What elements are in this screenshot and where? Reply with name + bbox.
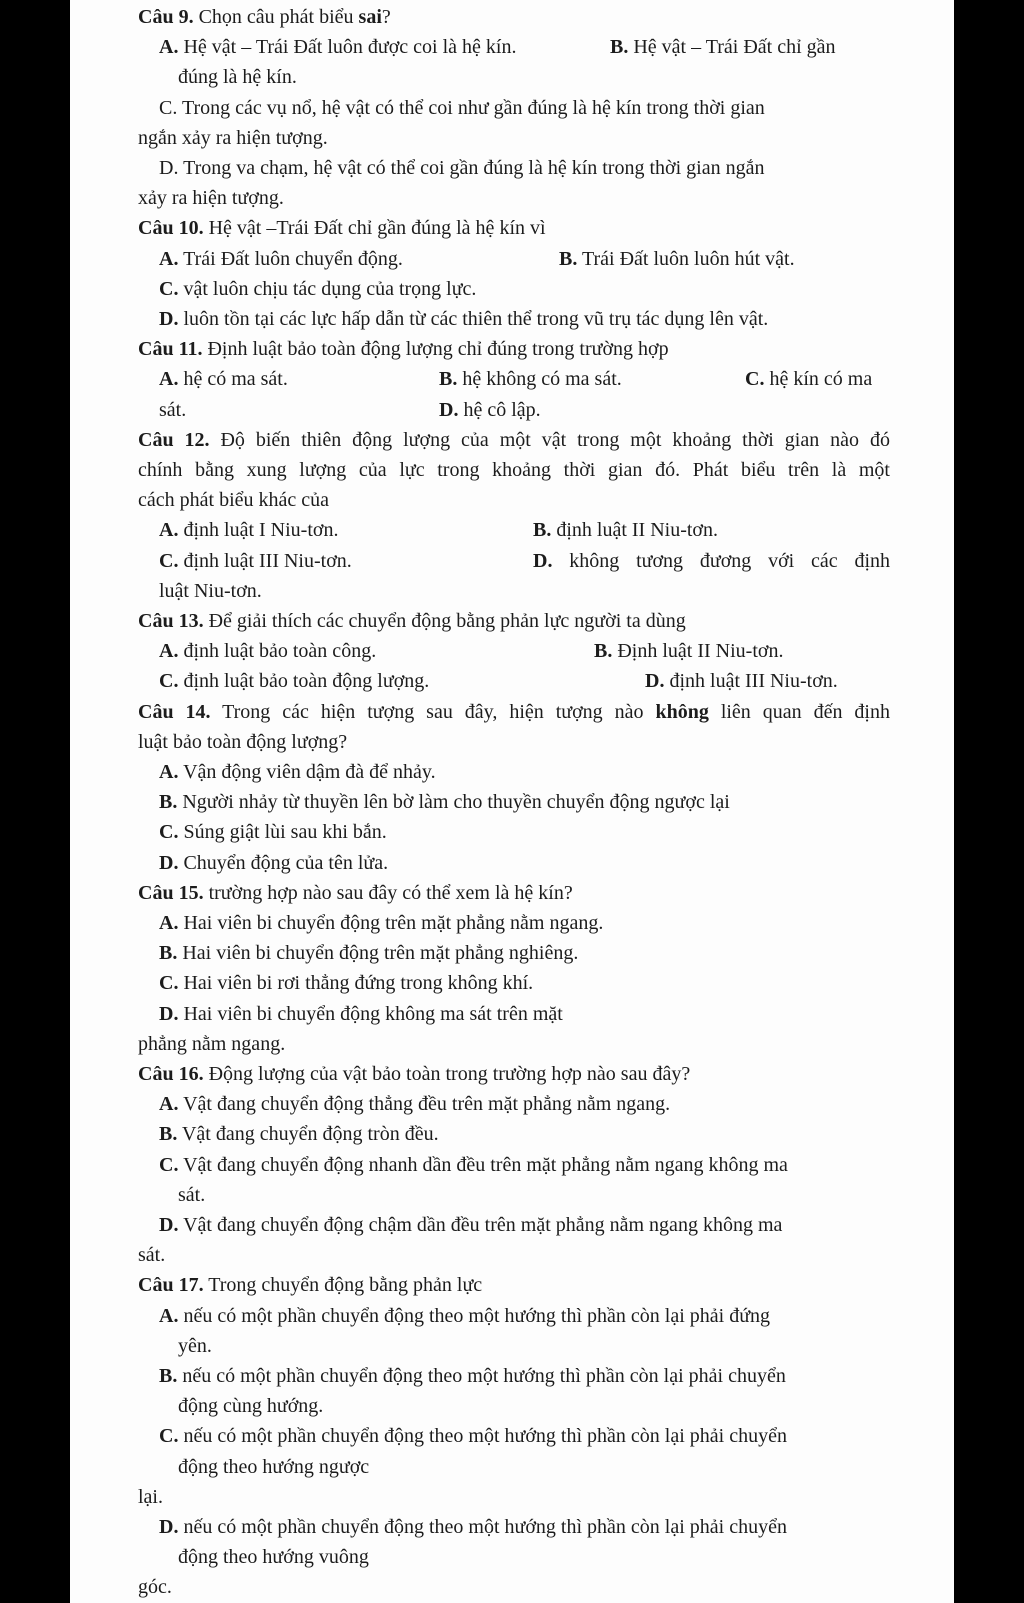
q9-option-a [159, 32, 516, 62]
option-label: C. [159, 670, 179, 692]
option-label: C. [159, 550, 179, 572]
option-label: D. [159, 1516, 179, 1538]
q15-option-d [159, 999, 563, 1029]
option-label: A. [159, 248, 179, 270]
q10-option-c [159, 274, 476, 304]
option-label: C. [745, 368, 765, 390]
option-text: định luật III Niu-tơn. [183, 550, 352, 572]
q16-option-b [159, 1119, 439, 1149]
question-11-stem [138, 334, 669, 364]
q10-option-b [559, 244, 795, 274]
option-text: định luật I Niu-tơn. [183, 519, 339, 541]
option-label: B. [159, 942, 178, 964]
option-label: B. [594, 640, 613, 662]
q17-option-d-cont: góc. [138, 1576, 172, 1598]
q13-option-a [159, 636, 376, 666]
q13-option-b [594, 636, 783, 666]
question-12-stem-cont: cách phát biểu khác của [138, 489, 330, 511]
option-label: B. [439, 368, 458, 390]
q16-option-a [159, 1089, 670, 1119]
q13-option-d [645, 666, 838, 696]
option-text: Trong va chạm, hệ vật có thể coi gần đúng là hệ kín trong thời gian ngắn [183, 157, 765, 179]
option-label: D. [159, 1003, 179, 1025]
question-12-stem-cont: chính bằng xung lượng của lực trong khoảng thời gian đó. Phát biểu trên là một [138, 459, 890, 481]
option-text: hệ cô lập. [463, 399, 541, 421]
question-14-stem [138, 697, 890, 727]
question-label: Câu 11. [138, 338, 203, 360]
q12-option-a [159, 515, 338, 545]
option-text: Hai viên bi rơi thẳng đứng trong không khí. [183, 972, 534, 994]
question-label: Câu 16. [138, 1063, 204, 1085]
option-text: Hệ vật – Trái Đất luôn được coi là hệ kín. [183, 36, 517, 58]
option-text: Trái Đất luôn luôn hút vật. [581, 248, 795, 270]
option-text: hệ không có ma sát. [462, 368, 622, 390]
option-label: D. [159, 852, 179, 874]
option-text: Vật đang chuyển động nhanh dần đều trên mặt phẳng nằm ngang không ma [183, 1154, 788, 1176]
q12-option-b [533, 515, 718, 545]
option-text: Vật đang chuyển động chậm dần đều trên mặt phẳng nằm ngang không ma [183, 1214, 783, 1236]
question-text: Chọn câu phát biểu [193, 6, 359, 28]
question-16-stem [138, 1059, 690, 1089]
q9-option-b-cont: đúng là hệ kín. [178, 66, 297, 88]
option-label: D. [533, 550, 553, 572]
q12-option-d-cont: luật Niu-tơn. [159, 580, 262, 602]
option-label: B. [610, 36, 629, 58]
option-text: Trong các vụ nổ, hệ vật có thể coi như gần đúng là hệ kín trong thời gian [181, 97, 765, 119]
q15-option-a [159, 908, 603, 938]
option-text: Hai viên bi chuyển động trên mặt phẳng nằm ngang. [183, 912, 604, 934]
question-emphasis: sai [358, 6, 382, 28]
option-label: D. [159, 1214, 179, 1236]
q14-option-c [159, 817, 387, 847]
q9-option-d-cont: xảy ra hiện tượng. [138, 187, 284, 209]
question-label: Câu 13. [138, 610, 204, 632]
option-label: A. [159, 912, 179, 934]
q16-option-d [159, 1210, 782, 1240]
q16-option-d-cont: sát. [138, 1244, 166, 1266]
question-15-stem [138, 878, 573, 908]
option-label: B. [533, 519, 552, 541]
question-14-stem-cont: luật bảo toàn động lượng? [138, 731, 348, 753]
question-label: Câu 9. [138, 6, 194, 28]
q17-option-c-cont: động theo hướng ngược [178, 1456, 370, 1478]
question-text: Định luật bảo toàn động lượng chỉ đúng trong trường hợp [202, 338, 669, 360]
option-text: Người nhảy từ thuyền lên bờ làm cho thuyền chuyển động ngược lại [182, 791, 730, 813]
q17-option-c-cont: lại. [138, 1486, 163, 1508]
option-text: hệ có ma sát. [183, 368, 288, 390]
question-text: Độ biến thiên động lượng của một vật trong một khoảng thời gian nào đó [209, 429, 890, 451]
option-text: nếu có một phần chuyển động theo một hướng thì phần còn lại phải chuyển [182, 1365, 786, 1387]
option-text: Định luật II Niu-tơn. [617, 640, 784, 662]
q17-option-d-cont: động theo hướng vuông [178, 1546, 369, 1568]
q11-option-d [439, 395, 541, 425]
q11-option-b [439, 364, 622, 394]
option-text: Hai viên bi chuyển động trên mặt phẳng nghiêng. [182, 942, 579, 964]
question-text: liên quan đến định [708, 701, 890, 723]
option-label: C. [159, 278, 179, 300]
option-label: C. [159, 821, 179, 843]
q13-option-c [159, 666, 429, 696]
q16-option-c [159, 1150, 788, 1180]
q11-option-a [159, 364, 288, 394]
q14-option-b [159, 787, 730, 817]
option-text: Vật đang chuyển động thẳng đều trên mặt phẳng nằm ngang. [183, 1093, 671, 1115]
option-text: Vận động viên dậm đà để nhảy. [183, 761, 436, 783]
option-label: B. [159, 1123, 178, 1145]
question-text: Để giải thích các chuyển động bằng phản lực người ta dùng [203, 610, 686, 632]
q17-option-b-cont: động cùng hướng. [178, 1395, 324, 1417]
option-label: A. [159, 640, 179, 662]
q9-option-c [159, 93, 765, 123]
option-label: B. [159, 791, 178, 813]
q17-option-d [159, 1512, 787, 1542]
q15-option-b [159, 938, 578, 968]
option-text: Hai viên bi chuyển động không ma sát trên mặt [183, 1003, 563, 1025]
question-13-stem [138, 606, 686, 636]
question-label: Câu 12. [138, 429, 210, 451]
option-label: D. [159, 308, 179, 330]
q17-option-c [159, 1421, 787, 1451]
q9-option-c-cont: ngắn xảy ra hiện tượng. [138, 127, 328, 149]
option-label: A. [159, 1093, 179, 1115]
q17-option-b [159, 1361, 786, 1391]
question-text: ? [381, 6, 391, 28]
option-text: Chuyển động của tên lửa. [183, 852, 389, 874]
option-label: C. [159, 97, 178, 119]
q11-option-c [745, 364, 872, 394]
question-label: Câu 17. [138, 1274, 204, 1296]
option-label: B. [559, 248, 578, 270]
q10-option-a [159, 244, 403, 274]
q17-option-a [159, 1301, 770, 1331]
option-text: luôn tồn tại các lực hấp dẫn từ các thiên thể trong vũ trụ tác dụng lên vật. [183, 308, 769, 330]
q17-option-a-cont: yên. [178, 1335, 212, 1357]
option-text: Trái Đất luôn chuyển động. [183, 248, 403, 270]
option-label: A. [159, 1305, 179, 1327]
q11-option-c-cont: sát. [159, 399, 187, 421]
option-text: nếu có một phần chuyển động theo một hướng thì phần còn lại phải chuyển [183, 1516, 787, 1538]
option-text: Hệ vật – Trái Đất chỉ gần [633, 36, 836, 58]
option-text: định luật III Niu-tơn. [669, 670, 838, 692]
q16-option-c-cont: sát. [178, 1184, 206, 1206]
option-text: vật luôn chịu tác dụng của trọng lực. [183, 278, 477, 300]
option-text: hệ kín có ma [769, 368, 873, 390]
option-label: A. [159, 761, 179, 783]
q9-option-d [159, 153, 764, 183]
q9-option-b [610, 32, 836, 62]
option-text: Vật đang chuyển động tròn đều. [181, 1123, 439, 1145]
question-12-stem [138, 425, 890, 455]
option-label: B. [159, 1365, 178, 1387]
q15-option-c [159, 968, 533, 998]
option-label: C. [159, 1425, 179, 1447]
question-label: Câu 14. [138, 701, 211, 723]
option-text: Súng giật lùi sau khi bắn. [183, 821, 387, 843]
option-label: A. [159, 36, 179, 58]
option-label: C. [159, 972, 179, 994]
option-text: định luật II Niu-tơn. [556, 519, 719, 541]
option-label: C. [159, 1154, 179, 1176]
question-text: trường hợp nào sau đây có thể xem là hệ kín? [203, 882, 573, 904]
option-label: D. [439, 399, 459, 421]
q14-option-a [159, 757, 436, 787]
question-9-stem [138, 2, 391, 32]
question-text: Trong chuyển động bằng phản lực [203, 1274, 483, 1296]
question-text: Động lượng của vật bảo toàn trong trường hợp nào sau đây? [203, 1063, 691, 1085]
option-label: A. [159, 368, 179, 390]
option-text: định luật bảo toàn động lượng. [183, 670, 430, 692]
q14-option-d [159, 848, 388, 878]
question-label: Câu 10. [138, 217, 204, 239]
question-emphasis: không [655, 701, 709, 723]
q15-option-d-cont: phẳng nằm ngang. [138, 1033, 286, 1055]
q10-option-d [159, 304, 768, 334]
question-label: Câu 15. [138, 882, 204, 904]
option-text: không tương đương với các định [569, 550, 890, 572]
document-page [70, 0, 954, 1603]
option-label: D. [159, 157, 179, 179]
option-text: nếu có một phần chuyển động theo một hướng thì phần còn lại phải chuyển [183, 1425, 787, 1447]
question-text: Trong các hiện tượng sau đây, hiện tượng nào [210, 701, 656, 723]
question-10-stem [138, 213, 546, 243]
q12-option-c [159, 546, 352, 576]
option-text: định luật bảo toàn công. [183, 640, 377, 662]
q12-option-d [533, 546, 890, 576]
question-text: Hệ vật –Trái Đất chỉ gần đúng là hệ kín vì [203, 217, 546, 239]
option-label: A. [159, 519, 179, 541]
question-17-stem [138, 1270, 482, 1300]
option-text: nếu có một phần chuyển động theo một hướng thì phần còn lại phải đứng [183, 1305, 771, 1327]
option-label: D. [645, 670, 665, 692]
